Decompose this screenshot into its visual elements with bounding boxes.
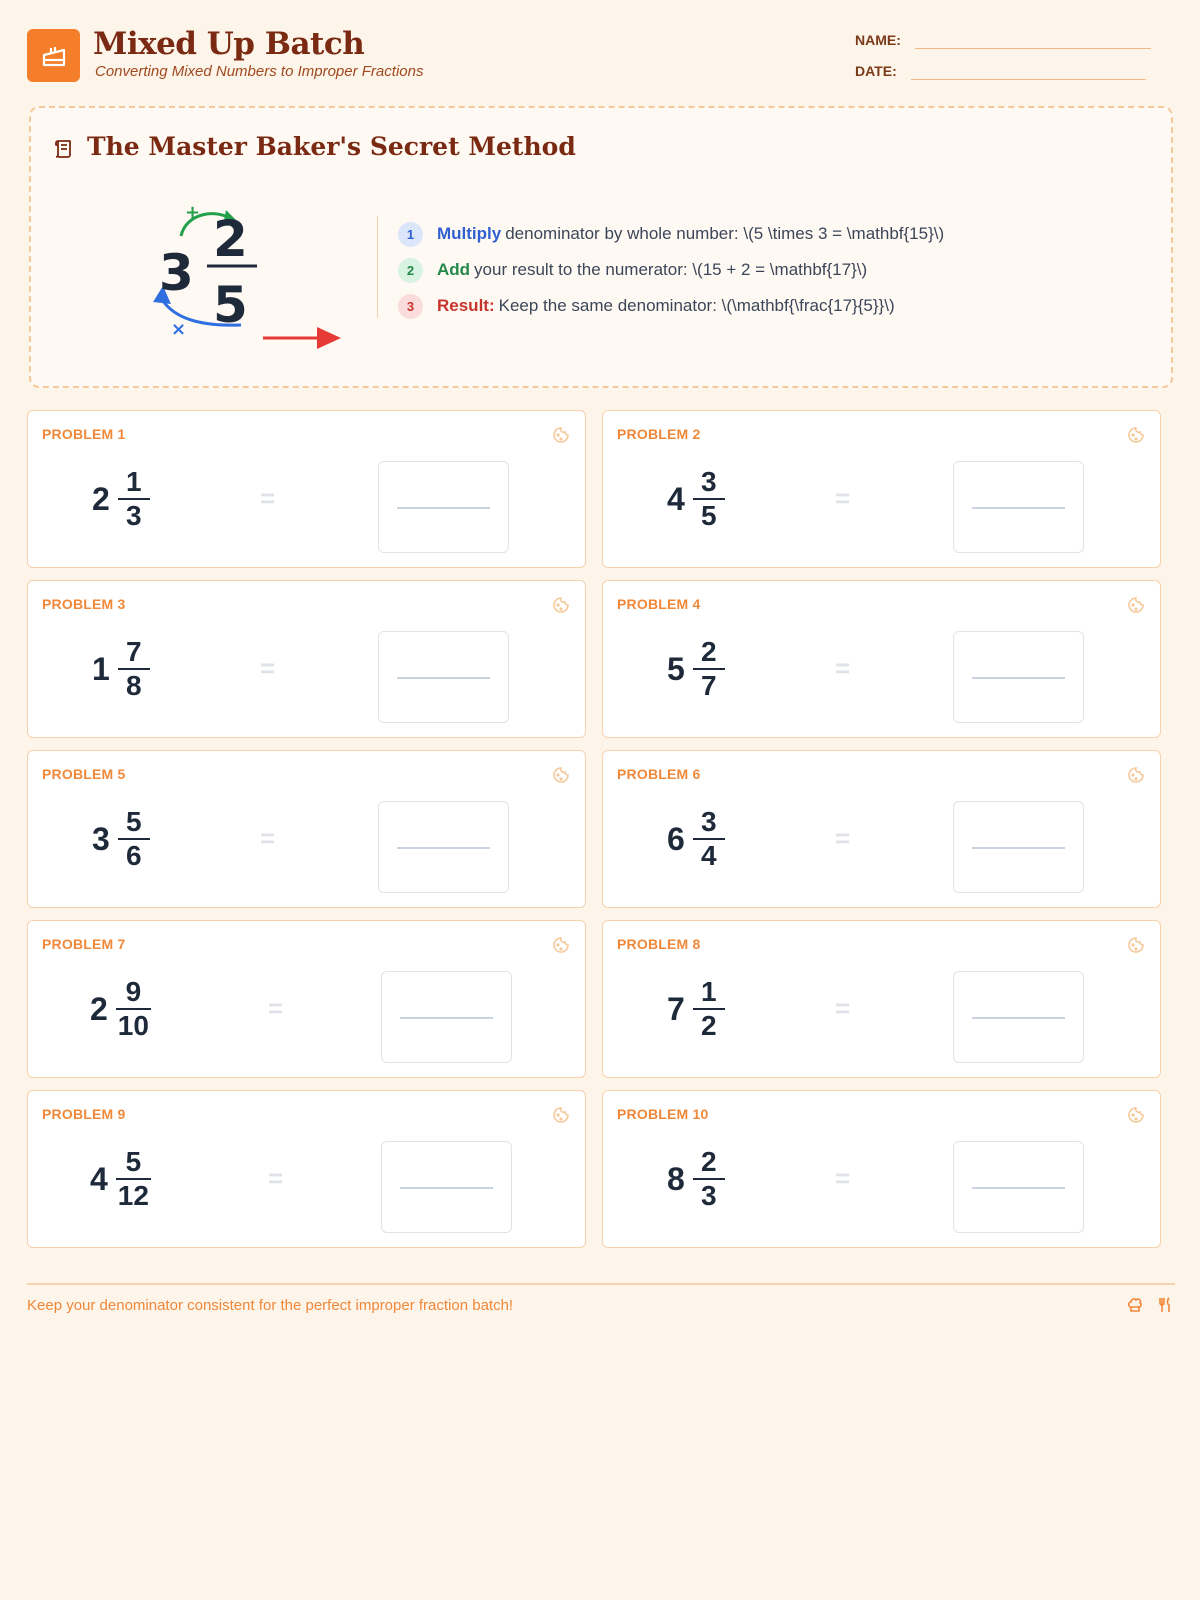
problem-label: PROBLEM 2: [617, 426, 701, 442]
mixed-number: [92, 629, 150, 709]
whole-number: 8: [667, 1160, 685, 1197]
page-subtitle: Converting Mixed Numbers to Improper Fractions: [95, 63, 424, 80]
denominator: 8: [126, 670, 142, 701]
whole-number: 2: [90, 990, 108, 1027]
denominator: 6: [126, 840, 142, 871]
mixed-number: [667, 799, 725, 879]
answer-line: [400, 1017, 493, 1019]
mixed-number: [90, 969, 151, 1049]
problem-label: PROBLEM 8: [617, 936, 701, 952]
fraction: [118, 466, 150, 532]
method-steps: [377, 216, 944, 318]
denominator: 4: [701, 840, 717, 871]
whole-number: 4: [667, 480, 685, 517]
equals-sign: =: [268, 1163, 284, 1193]
whole-number: 2: [92, 480, 110, 517]
step-keyword: Multiply: [437, 224, 502, 243]
fraction: [116, 976, 151, 1042]
cookie-icon: [1126, 595, 1146, 620]
method-title: The Master Baker's Secret Method: [87, 132, 576, 161]
step-keyword: Add: [437, 260, 471, 279]
fraction: [118, 806, 150, 872]
answer-line: [972, 847, 1065, 849]
scroll-icon: [53, 138, 75, 165]
problem-card: [27, 920, 586, 1078]
date-label: DATE:: [855, 63, 897, 79]
whole-number: 4: [90, 1160, 108, 1197]
fraction: [118, 636, 150, 702]
mixed-number: [667, 629, 725, 709]
answer-box[interactable]: [381, 971, 512, 1063]
numerator: 2: [701, 1146, 717, 1177]
answer-line: [972, 507, 1065, 509]
footer-divider: [27, 1283, 1175, 1285]
problem-card: [602, 920, 1161, 1078]
problem-card: [602, 750, 1161, 908]
fraction: [116, 1146, 151, 1212]
equals-sign: =: [835, 483, 851, 513]
page-title: Mixed Up Batch: [93, 26, 365, 62]
mixed-number: [92, 799, 150, 879]
step-1: [398, 216, 944, 252]
name-label: NAME:: [855, 32, 901, 48]
fraction: [693, 976, 725, 1042]
problem-label: PROBLEM 1: [42, 426, 126, 442]
fraction: [693, 1146, 725, 1212]
numerator: 1: [126, 466, 142, 497]
arrow-right-icon: [317, 327, 341, 349]
problem-card: [27, 410, 586, 568]
whole-number: 1: [92, 650, 110, 687]
cookie-icon: [551, 765, 571, 790]
cookie-icon: [1126, 765, 1146, 790]
numerator: 3: [701, 466, 717, 497]
example-diagram: [141, 198, 371, 358]
answer-line: [397, 507, 490, 509]
answer-box[interactable]: [953, 801, 1084, 893]
whole-number: 3: [92, 820, 110, 857]
mixed-number: [667, 1139, 725, 1219]
step-number: 1: [398, 222, 423, 247]
denominator: 5: [701, 500, 717, 531]
problem-label: PROBLEM 10: [617, 1106, 709, 1122]
problem-label: PROBLEM 5: [42, 766, 126, 782]
mixed-number: [667, 969, 725, 1049]
example-denominator: 5: [213, 276, 248, 334]
whole-number: 7: [667, 990, 685, 1027]
cookie-icon: [1126, 1105, 1146, 1130]
problem-card: [27, 580, 586, 738]
denominator: 7: [701, 670, 717, 701]
example-numerator: 2: [213, 210, 248, 268]
denominator: 2: [701, 1010, 717, 1041]
problem-label: PROBLEM 9: [42, 1106, 126, 1122]
answer-box[interactable]: [378, 631, 509, 723]
mixed-number: [90, 1139, 151, 1219]
answer-box[interactable]: [953, 631, 1084, 723]
problem-label: PROBLEM 7: [42, 936, 126, 952]
name-field[interactable]: [915, 48, 1151, 49]
step-keyword: Result:: [437, 296, 495, 315]
fraction: [693, 466, 725, 532]
whole-number: 5: [667, 650, 685, 687]
problem-card: [602, 1090, 1161, 1248]
plus-sign: +: [185, 202, 201, 223]
problem-label: PROBLEM 4: [617, 596, 701, 612]
equals-sign: =: [835, 1163, 851, 1193]
worksheet-header: [27, 26, 1174, 86]
mixed-number: [667, 459, 725, 539]
answer-line: [972, 1187, 1065, 1189]
numerator: 3: [701, 806, 717, 837]
example-whole: 3: [159, 244, 194, 302]
denominator: 3: [126, 500, 142, 531]
cookie-icon: [1126, 425, 1146, 450]
numerator: 5: [126, 806, 142, 837]
equals-sign: =: [835, 823, 851, 853]
step-text: denominator by whole number: \(5 \times 3 = \mathbf{15}\): [505, 224, 945, 243]
problem-card: [27, 750, 586, 908]
answer-box[interactable]: [381, 1141, 512, 1233]
answer-line: [972, 1017, 1065, 1019]
problem-card: [602, 410, 1161, 568]
utensils-icon: [1156, 1296, 1174, 1319]
answer-box[interactable]: [953, 1141, 1084, 1233]
mixed-number: [92, 459, 150, 539]
cookie-icon: [551, 425, 571, 450]
problem-label: PROBLEM 3: [42, 596, 126, 612]
step-text: your result to the numerator: \(15 + 2 = \mathbf{17}\): [474, 260, 868, 279]
problem-card: [602, 580, 1161, 738]
method-panel: [29, 106, 1173, 388]
cookie-icon: [1126, 935, 1146, 960]
answer-line: [397, 677, 490, 679]
answer-box[interactable]: [378, 461, 509, 553]
answer-line: [972, 677, 1065, 679]
denominator: 10: [117, 1010, 149, 1041]
whole-number: 6: [667, 820, 685, 857]
numerator: 1: [701, 976, 717, 1007]
answer-line: [397, 847, 490, 849]
fraction: [693, 636, 725, 702]
problem-card: [27, 1090, 586, 1248]
equals-sign: =: [268, 993, 284, 1023]
answer-box[interactable]: [953, 461, 1084, 553]
step-2: [398, 252, 944, 288]
cookie-icon: [551, 1105, 571, 1130]
answer-box[interactable]: [953, 971, 1084, 1063]
cookie-icon: [551, 935, 571, 960]
numerator: 9: [125, 976, 142, 1007]
times-sign: ×: [171, 319, 187, 340]
equals-sign: =: [835, 993, 851, 1023]
chef-hat-icon: [1126, 1296, 1144, 1319]
equals-sign: =: [260, 483, 276, 513]
step-3: [398, 288, 944, 324]
denominator: 3: [701, 1180, 717, 1211]
footer-text: Keep your denominator consistent for the perfect improper fraction batch!: [27, 1297, 514, 1314]
equals-sign: =: [260, 823, 276, 853]
cookie-icon: [551, 595, 571, 620]
denominator: 12: [117, 1180, 149, 1211]
numerator: 2: [701, 636, 717, 667]
cake-slice-icon: [27, 29, 80, 82]
step-text: Keep the same denominator: \(\mathbf{\frac{17}{5}}\): [498, 296, 895, 315]
answer-box[interactable]: [378, 801, 509, 893]
equals-sign: =: [835, 653, 851, 683]
numerator: 7: [126, 636, 142, 667]
step-number: 3: [398, 294, 423, 319]
numerator: 5: [125, 1146, 142, 1177]
answer-line: [400, 1187, 493, 1189]
fraction: [693, 806, 725, 872]
equals-sign: =: [260, 653, 276, 683]
problem-label: PROBLEM 6: [617, 766, 701, 782]
footer-icons: [1126, 1296, 1174, 1319]
step-number: 2: [398, 258, 423, 283]
date-field[interactable]: [911, 79, 1146, 80]
